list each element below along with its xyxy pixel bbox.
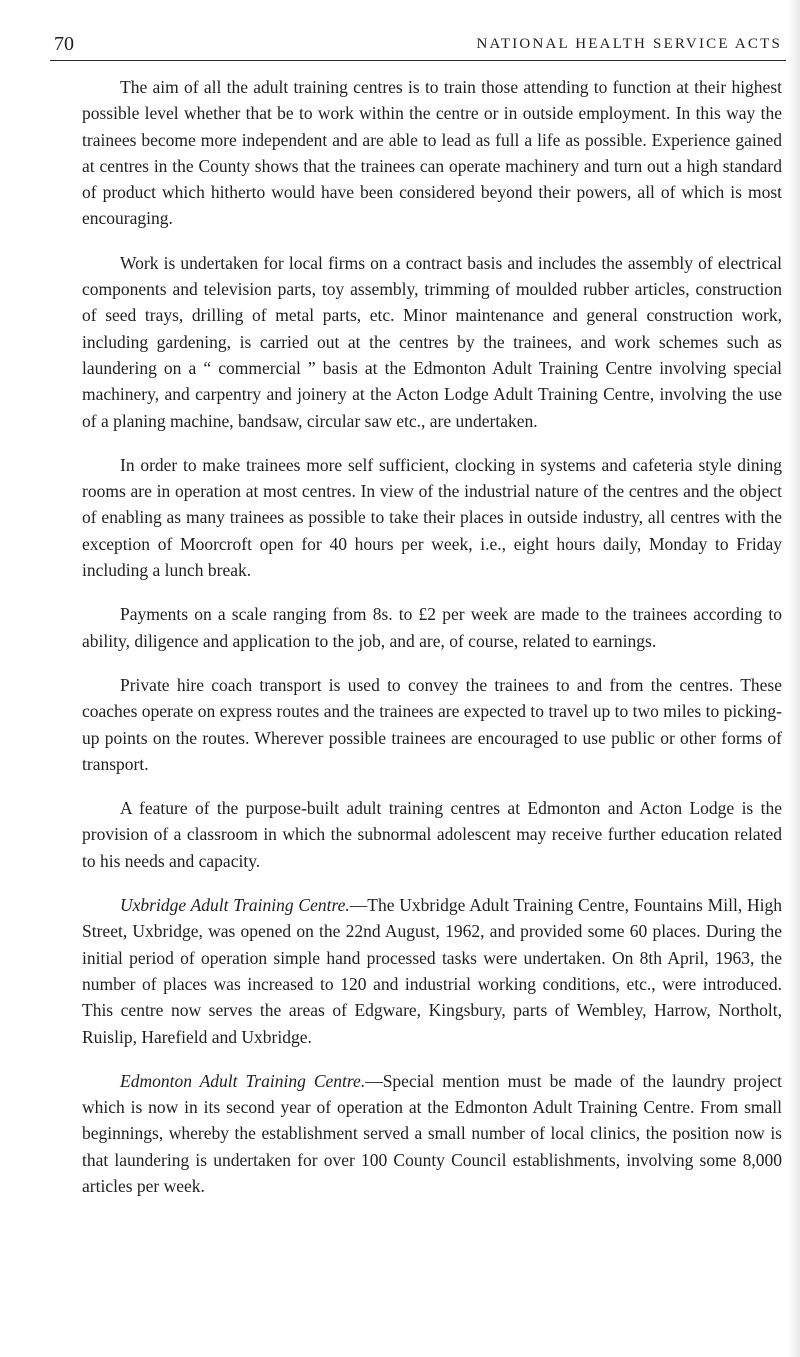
paragraph-self-sufficiency: In order to make trainees more self sufficient, clocking in systems and cafeteria style dining rooms are in operation at most centres. In view of the industrial nature of the centres and the object of enabling as many trainees as possible to take their places in outside industry, all centres with the exception of Moorcroft open for 40 hours per week, i.e., eight hours daily, Monday to Friday including a lunch break.: [82, 454, 782, 581]
paragraph-transport: Private hire coach transport is used to convey the trainees to and from the centres. These coaches operate on express routes and the trainees are expected to travel up to two miles to picking-up points on the routes. Wherever possible trainees are encouraged to use public or other forms of transport.: [82, 674, 782, 774]
section-body-edmonton: —Special mention must be made of the laundry project which is now in its second year of operation at the Edmonton Adult Training Centre. From small beginnings, whereby the establishment served a small number of local clinics, the position now is that laundering is undertaken for over 100 County Council establishments, involving some 8,000 articles per week.: [82, 1070, 783, 1196]
section-uxbridge: [82, 892, 782, 1050]
running-head: NATIONAL HEALTH SERVICE ACTS: [476, 36, 782, 52]
paragraph-contract-work: Work is undertaken for local firms on a contract basis and includes the assembly of electrical components and television parts, toy assembly, trimming of moulded rubber articles, construction of seed trays, drilling of metal parts, etc. Minor maintenance and general construction work, including gardening, is carried out at the centres by the trainees, and work schemes such as laundering on a “ commercial ” basis at the Edmonton Adult Training Centre involving special machinery, and carpentry and joinery at the Acton Lodge Adult Training Centre, involving the use of a planing machine, bandsaw, circular saw etc., are undertaken.: [82, 252, 782, 431]
section-heading-edmonton: Edmonton Adult Training Centre.: [120, 1070, 366, 1091]
section-body-uxbridge: —The Uxbridge Adult Training Centre, Fountains Mill, High Street, Uxbridge, was opened on the 22nd August, 1962, and provided some 60 places. During the initial period of operation simple hand processed tasks were undertaken. On 8th April, 1963, the number of places was increased to 120 and industrial working conditions, etc., were introduced. This centre now serves the areas of Edgware, Kingsbury, parts of Wembley, Harrow, Northolt, Ruislip, Harefield and Uxbridge.: [82, 895, 782, 1047]
paragraph-training-aims: The aim of all the adult training centres is to train those attending to function at their highest possible level whether that be to work within the centre or in outside employment. In this way the trainees become more independent and are able to lead as full a life as possible. Experience gained at centres in the County shows that the trainees can operate machinery and turn out a high standard of product which hitherto would have been considered beyond their powers, all of which is most encouraging.: [82, 77, 782, 229]
page-header: [50, 28, 786, 61]
page-number: 70: [54, 33, 74, 55]
paragraph-payments: Payments on a scale ranging from 8s. to £2 per week are made to the trainees according to ability, diligence and application to the job, and are, of course, related to earnings.: [82, 604, 782, 651]
section-edmonton: [82, 1068, 782, 1199]
paragraph-classroom: A feature of the purpose-built adult training centres at Edmonton and Acton Lodge is the provision of a classroom in which the subnormal adolescent may receive further education related to his needs and capacity.: [82, 798, 782, 871]
page-edge-shadow: [788, 0, 800, 1357]
page-body: [82, 74, 782, 1217]
section-heading-uxbridge: Uxbridge Adult Training Centre.: [120, 895, 350, 916]
